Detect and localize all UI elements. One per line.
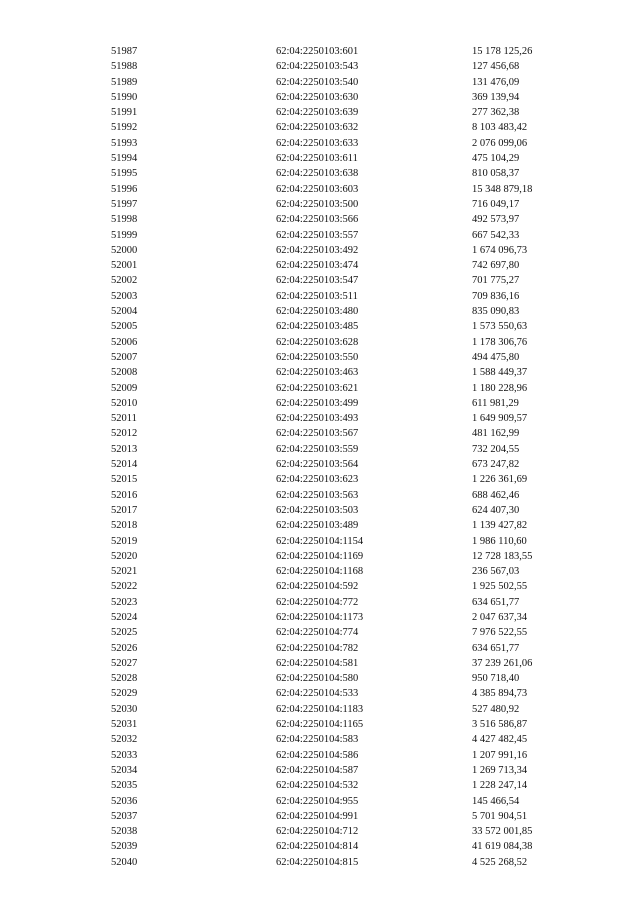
row-number-cell: 52027 [111,657,138,669]
cadastral-number-cell: 62:04:2250103:621 [276,382,359,394]
cadastral-value-cell: 492 573,97 [472,214,520,226]
cadastral-number-cell: 62:04:2250104:1168 [276,566,364,578]
cadastral-value-cell: 41 619 084,38 [472,841,533,853]
row-number-cell: 52000 [111,244,138,256]
cadastral-value-cell: 611 981,29 [472,397,519,409]
cadastral-value-cell: 673 247,82 [472,459,520,471]
cadastral-number-cell: 62:04:2250103:638 [276,168,359,180]
cadastral-value-cell: 709 836,16 [472,290,520,302]
cadastral-value-cell: 742 697,80 [472,260,520,272]
cadastral-number-cell: 62:04:2250103:511 [276,290,358,302]
cadastral-value-cell: 236 567,03 [472,566,520,578]
cadastral-number-cell: 62:04:2250104:955 [276,795,359,807]
cadastral-number-cell: 62:04:2250104:814 [276,841,359,853]
table-row [0,319,640,334]
table-row [0,151,640,166]
table-row [0,243,640,258]
cadastral-number-cell: 62:04:2250104:1154 [276,535,364,547]
table-row [0,426,640,441]
cadastral-value-cell: 835 090,83 [472,306,520,318]
row-number-cell: 52038 [111,826,138,838]
cadastral-number-cell: 62:04:2250103:633 [276,137,359,149]
table-row [0,824,640,839]
cadastral-value-cell: 1 180 228,96 [472,382,528,394]
cadastral-number-cell: 62:04:2250104:774 [276,627,359,639]
cadastral-number-cell: 62:04:2250103:563 [276,489,359,501]
cadastral-number-cell: 62:04:2250104:587 [276,764,359,776]
cadastral-value-cell: 5 701 904,51 [472,810,528,822]
table-row [0,534,640,549]
table-row [0,457,640,472]
table-row [0,75,640,90]
table-row [0,549,640,564]
table-row [0,763,640,778]
cadastral-number-cell: 62:04:2250104:586 [276,749,359,761]
table-row [0,44,640,59]
row-number-cell: 52013 [111,443,138,455]
cadastral-number-cell: 62:04:2250104:1183 [276,703,364,715]
row-number-cell: 52018 [111,520,138,532]
table-row [0,396,640,411]
cadastral-value-cell: 475 104,29 [472,153,520,165]
row-number-cell: 52030 [111,703,138,715]
cadastral-number-cell: 62:04:2250103:601 [276,46,359,57]
table-row [0,641,640,656]
cadastral-value-cell: 1 178 306,76 [472,336,528,348]
cadastral-value-cell: 127 456,68 [472,61,520,73]
cadastral-value-cell: 2 047 637,34 [472,611,528,623]
cadastral-value-cell: 1 925 502,55 [472,581,528,593]
cadastral-value-cell: 37 239 261,06 [472,657,533,669]
row-number-cell: 52002 [111,275,138,287]
row-number-cell: 52025 [111,627,138,639]
cadastral-number-cell: 62:04:2250103:493 [276,413,359,425]
row-number-cell: 51998 [111,214,138,226]
row-number-cell: 52009 [111,382,138,394]
cadastral-value-cell: 1 674 096,73 [472,244,528,256]
table-row [0,90,640,105]
table-row [0,610,640,625]
row-number-cell: 51992 [111,122,138,134]
cadastral-value-cell: 1 649 909,57 [472,413,528,425]
table-row [0,350,640,365]
cadastral-number-cell: 62:04:2250104:581 [276,657,359,669]
cadastral-value-cell: 688 462,46 [472,489,520,501]
row-number-cell: 51989 [111,76,138,88]
cadastral-number-cell: 62:04:2250104:712 [276,826,359,838]
table-row [0,472,640,487]
cadastral-value-cell: 732 204,55 [472,443,520,455]
cadastral-value-cell: 667 542,33 [472,229,520,241]
row-number-cell: 52022 [111,581,138,593]
table-row [0,120,640,135]
cadastral-number-cell: 62:04:2250103:543 [276,61,359,73]
cadastral-value-cell: 481 162,99 [472,428,520,440]
table-row [0,212,640,227]
row-number-cell: 52019 [111,535,138,547]
table-row [0,732,640,747]
table-row [0,839,640,854]
cadastral-number-cell: 62:04:2250103:499 [276,397,359,409]
cadastral-value-cell: 1 269 713,34 [472,764,528,776]
table-row [0,794,640,809]
cadastral-value-cell: 1 207 991,16 [472,749,528,761]
cadastral-value-cell: 15 348 879,18 [472,183,533,195]
row-number-cell: 51990 [111,91,138,103]
row-number-cell: 52015 [111,474,138,486]
table-row [0,228,640,243]
table-row [0,809,640,824]
cadastral-value-cell: 634 651,77 [472,596,520,608]
cadastral-value-cell: 1 986 110,60 [472,535,527,547]
row-number-cell: 52028 [111,673,138,685]
cadastral-value-cell: 277 362,38 [472,107,520,119]
cadastral-number-cell: 62:04:2250104:583 [276,734,359,746]
cadastral-value-cell: 950 718,40 [472,673,520,685]
row-number-cell: 52031 [111,719,138,731]
row-number-cell: 52034 [111,764,138,776]
cadastral-number-cell: 62:04:2250103:630 [276,91,359,103]
cadastral-value-cell: 8 103 483,42 [472,122,528,134]
cadastral-value-cell: 2 076 099,06 [472,137,528,149]
data-table [0,44,640,870]
cadastral-value-cell: 145 466,54 [472,795,520,807]
row-number-cell: 51994 [111,153,138,165]
row-number-cell: 52032 [111,734,138,746]
table-row [0,625,640,640]
cadastral-value-cell: 716 049,17 [472,198,520,210]
cadastral-value-cell: 624 407,30 [472,504,520,516]
table-row [0,136,640,151]
cadastral-value-cell: 494 475,80 [472,351,520,363]
table-row [0,381,640,396]
cadastral-number-cell: 62:04:2250103:603 [276,183,359,195]
cadastral-number-cell: 62:04:2250104:1165 [276,719,364,731]
table-row [0,258,640,273]
cadastral-number-cell: 62:04:2250104:592 [276,581,359,593]
cadastral-number-cell: 62:04:2250103:492 [276,244,359,256]
cadastral-number-cell: 62:04:2250103:567 [276,428,359,440]
cadastral-value-cell: 15 178 125,26 [472,46,533,57]
cadastral-value-cell: 4 525 268,52 [472,856,528,868]
row-number-cell: 52006 [111,336,138,348]
cadastral-number-cell: 62:04:2250104:532 [276,780,359,792]
cadastral-value-cell: 1 226 361,69 [472,474,528,486]
row-number-cell: 52007 [111,351,138,363]
row-number-cell: 52016 [111,489,138,501]
cadastral-number-cell: 62:04:2250103:463 [276,367,359,379]
cadastral-value-cell: 3 516 586,87 [472,719,528,731]
cadastral-number-cell: 62:04:2250103:611 [276,153,358,165]
cadastral-value-cell: 634 651,77 [472,642,520,654]
table-row [0,273,640,288]
table-row [0,518,640,533]
row-number-cell: 51999 [111,229,138,241]
table-row [0,289,640,304]
table-row [0,686,640,701]
row-number-cell: 51987 [111,46,138,57]
cadastral-value-cell: 4 427 482,45 [472,734,528,746]
table-row [0,411,640,426]
cadastral-value-cell: 1 139 427,82 [472,520,528,532]
row-number-cell: 52014 [111,459,138,471]
cadastral-number-cell: 62:04:2250104:782 [276,642,359,654]
row-number-cell: 52017 [111,504,138,516]
row-number-cell: 52001 [111,260,138,272]
cadastral-number-cell: 62:04:2250104:533 [276,688,359,700]
table-row [0,855,640,870]
cadastral-number-cell: 62:04:2250103:559 [276,443,359,455]
row-number-cell: 52012 [111,428,138,440]
cadastral-number-cell: 62:04:2250103:550 [276,351,359,363]
cadastral-number-cell: 62:04:2250104:772 [276,596,359,608]
table-row [0,442,640,457]
row-number-cell: 52040 [111,856,138,868]
table-row [0,335,640,350]
cadastral-number-cell: 62:04:2250104:991 [276,810,359,822]
table-row [0,702,640,717]
cadastral-number-cell: 62:04:2250104:1173 [276,611,364,623]
cadastral-value-cell: 1 588 449,37 [472,367,528,379]
table-row [0,671,640,686]
cadastral-number-cell: 62:04:2250104:580 [276,673,359,685]
table-row [0,197,640,212]
row-number-cell: 52023 [111,596,138,608]
row-number-cell: 51988 [111,61,138,73]
row-number-cell: 52029 [111,688,138,700]
table-row [0,595,640,610]
cadastral-number-cell: 62:04:2250103:500 [276,198,359,210]
cadastral-value-cell: 701 775,27 [472,275,520,287]
row-number-cell: 51996 [111,183,138,195]
cadastral-number-cell: 62:04:2250103:474 [276,260,359,272]
cadastral-number-cell: 62:04:2250103:489 [276,520,359,532]
cadastral-number-cell: 62:04:2250103:480 [276,306,359,318]
cadastral-number-cell: 62:04:2250104:1169 [276,550,364,562]
table-row [0,105,640,120]
row-number-cell: 52011 [111,413,137,425]
table-row [0,778,640,793]
row-number-cell: 52037 [111,810,138,822]
row-number-cell: 51993 [111,137,138,149]
cadastral-value-cell: 131 476,09 [472,76,520,88]
row-number-cell: 52010 [111,397,138,409]
row-number-cell: 52033 [111,749,138,761]
table-row [0,503,640,518]
cadastral-value-cell: 527 480,92 [472,703,520,715]
table-row [0,748,640,763]
row-number-cell: 52008 [111,367,138,379]
cadastral-value-cell: 7 976 522,55 [472,627,528,639]
row-number-cell: 51995 [111,168,138,180]
cadastral-number-cell: 62:04:2250103:628 [276,336,359,348]
cadastral-number-cell: 62:04:2250104:815 [276,856,359,868]
cadastral-value-cell: 1 573 550,63 [472,321,528,333]
cadastral-number-cell: 62:04:2250103:639 [276,107,359,119]
row-number-cell: 52020 [111,550,138,562]
row-number-cell: 52036 [111,795,138,807]
cadastral-value-cell: 4 385 894,73 [472,688,528,700]
table-row [0,166,640,181]
row-number-cell: 52003 [111,290,138,302]
cadastral-number-cell: 62:04:2250103:547 [276,275,359,287]
cadastral-number-cell: 62:04:2250103:557 [276,229,359,241]
table-row [0,304,640,319]
row-number-cell: 52024 [111,611,138,623]
cadastral-number-cell: 62:04:2250103:485 [276,321,359,333]
table-row [0,564,640,579]
cadastral-number-cell: 62:04:2250103:566 [276,214,359,226]
cadastral-value-cell: 1 228 247,14 [472,780,528,792]
row-number-cell: 52026 [111,642,138,654]
cadastral-number-cell: 62:04:2250103:623 [276,474,359,486]
table-row [0,59,640,74]
cadastral-value-cell: 810 058,37 [472,168,520,180]
cadastral-number-cell: 62:04:2250103:564 [276,459,359,471]
row-number-cell: 52021 [111,566,138,578]
table-row [0,656,640,671]
cadastral-value-cell: 33 572 001,85 [472,826,533,838]
table-row [0,182,640,197]
row-number-cell: 52004 [111,306,138,318]
cadastral-value-cell: 12 728 183,55 [472,550,533,562]
cadastral-value-cell: 369 139,94 [472,91,520,103]
cadastral-number-cell: 62:04:2250103:540 [276,76,359,88]
cadastral-number-cell: 62:04:2250103:503 [276,504,359,516]
row-number-cell: 52035 [111,780,138,792]
row-number-cell: 52039 [111,841,138,853]
row-number-cell: 51997 [111,198,138,210]
table-row [0,365,640,380]
table-row [0,488,640,503]
row-number-cell: 52005 [111,321,138,333]
cadastral-number-cell: 62:04:2250103:632 [276,122,359,134]
table-row [0,579,640,594]
table-row [0,717,640,732]
row-number-cell: 51991 [111,107,138,119]
